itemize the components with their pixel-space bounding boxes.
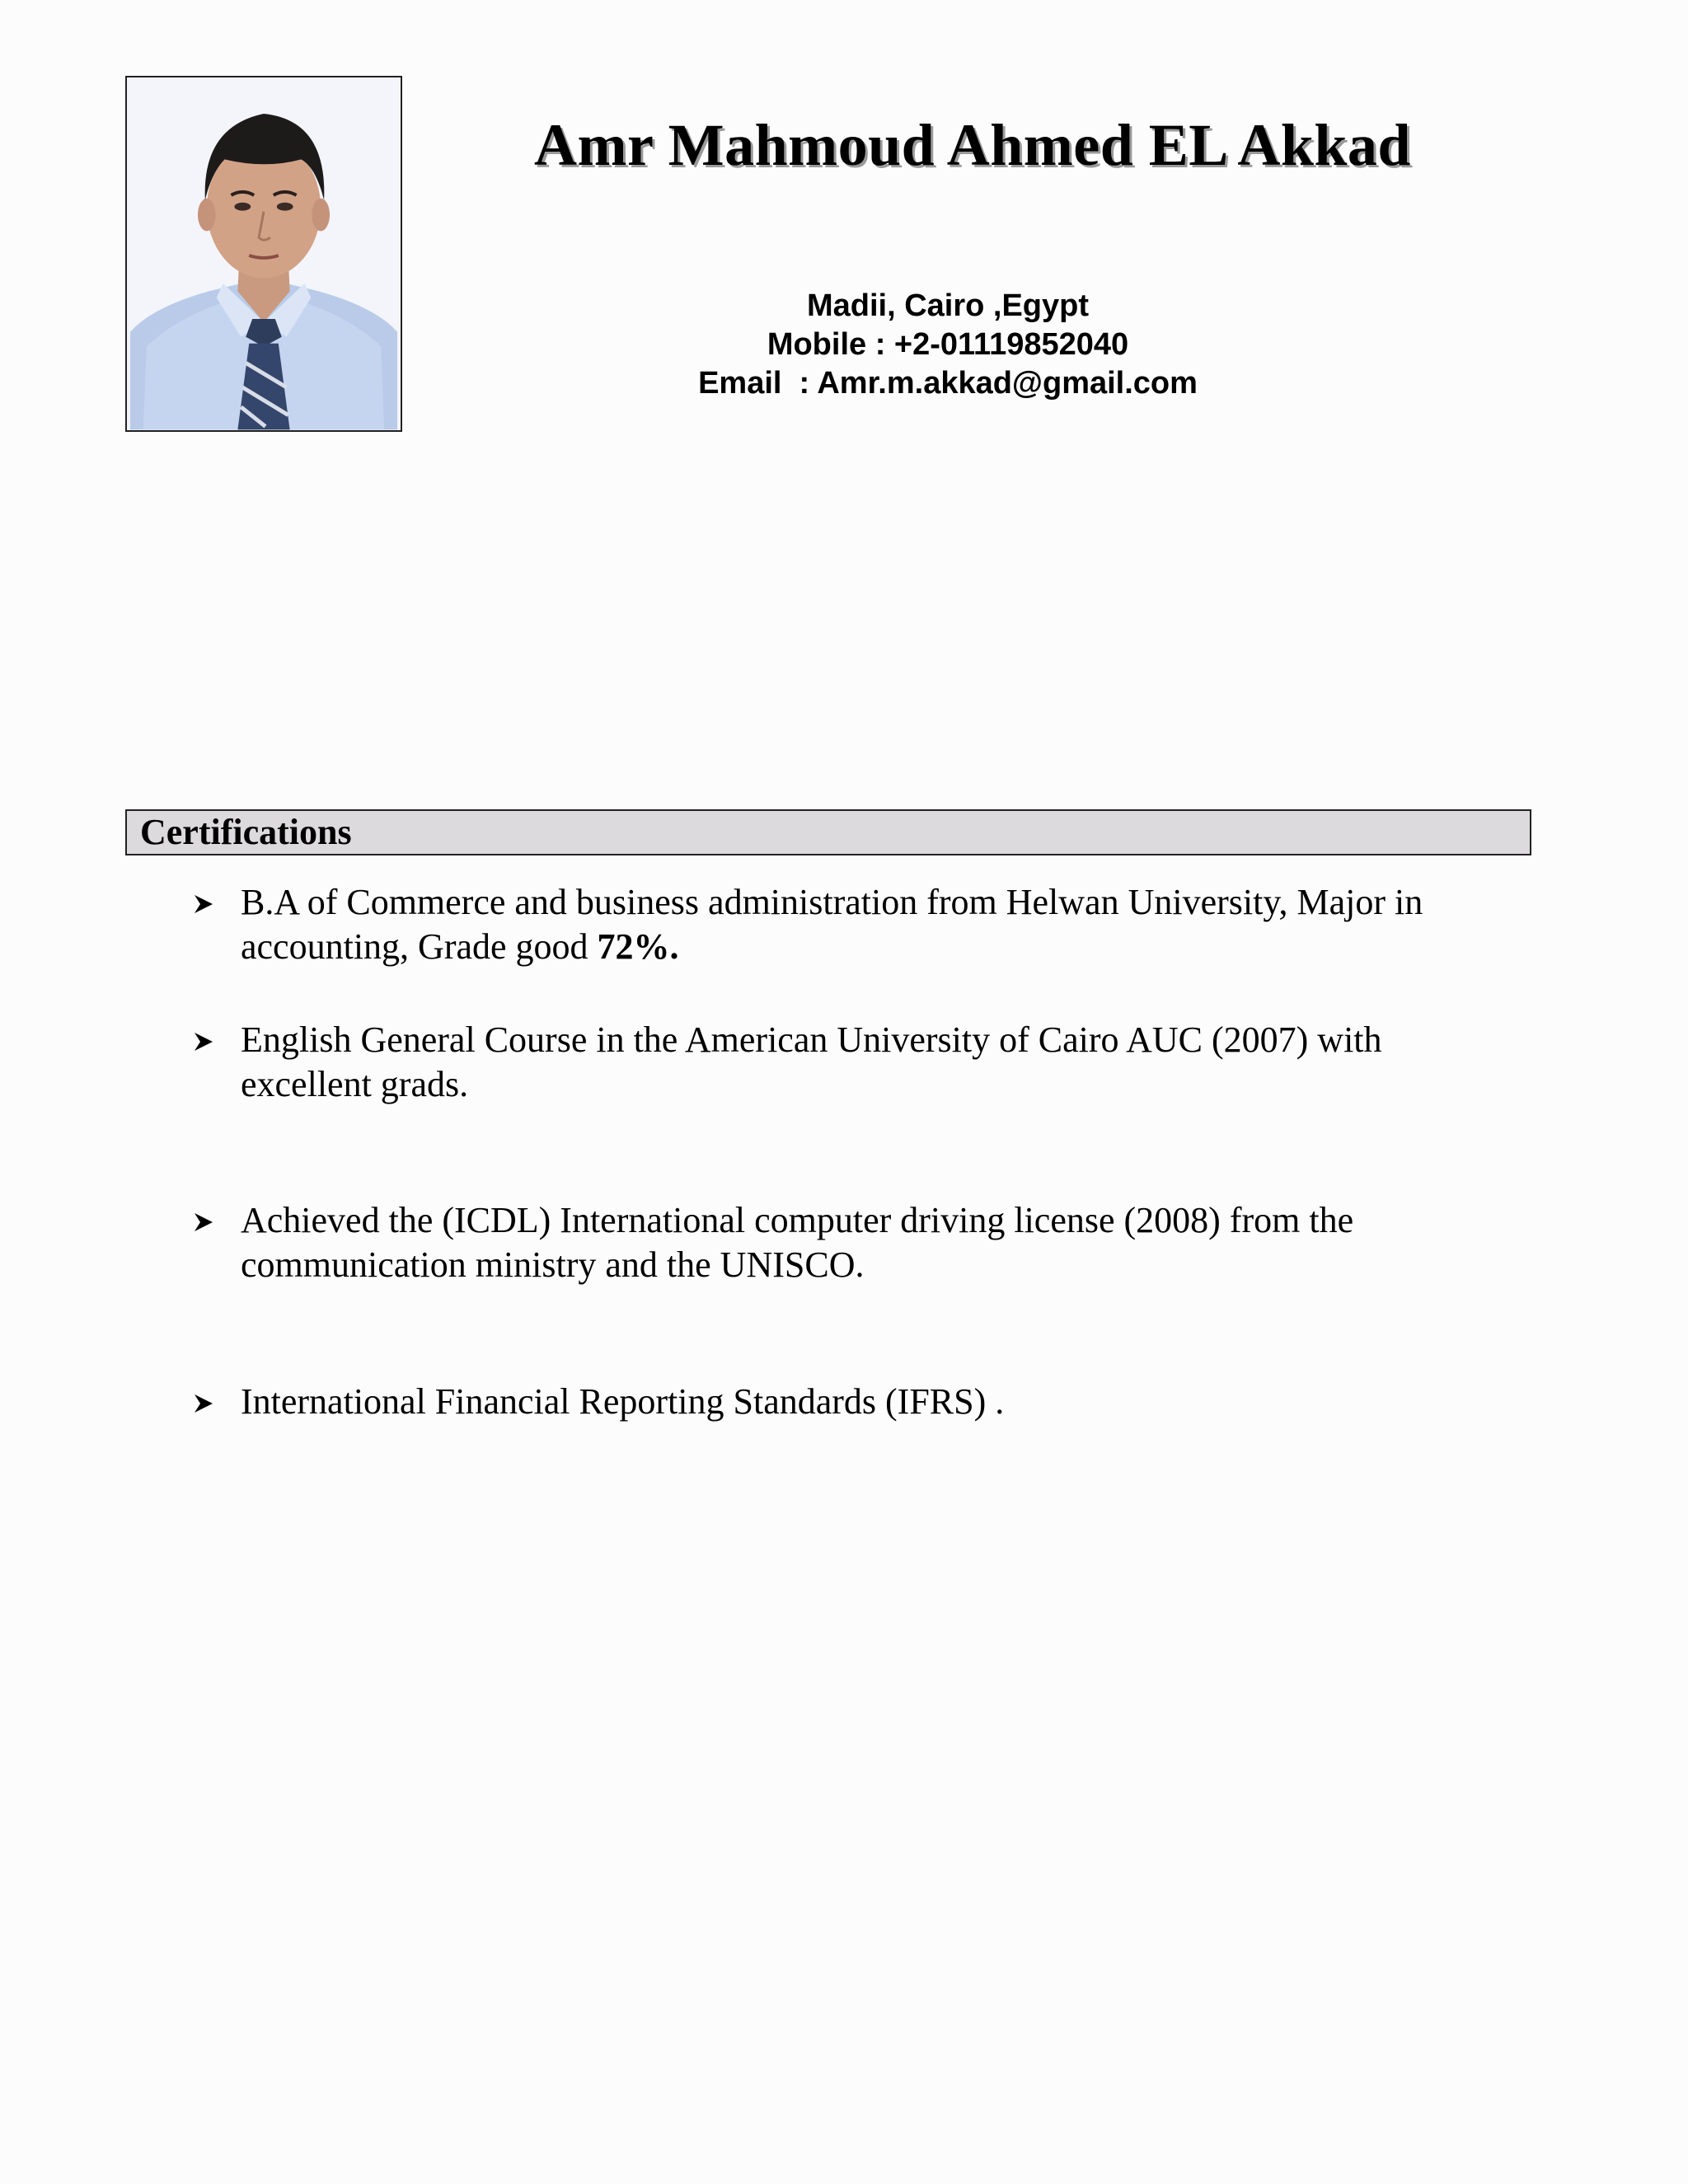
certification-item — [190, 1380, 1541, 1424]
certification-text-line: excellent grads. — [241, 1064, 469, 1104]
arrow-bullet-icon — [190, 1380, 223, 1424]
certification-text-line: communication ministry and the UNISCO. — [241, 1244, 865, 1285]
portrait-photo-icon — [127, 77, 401, 430]
address-line: Madii, Cairo ,Egypt — [806, 288, 1090, 323]
email-line: Email : Amr.m.akkad@gmail.com — [698, 366, 1198, 401]
arrow-bullet-icon — [190, 1198, 223, 1243]
grade-value: 72%. — [597, 926, 679, 967]
certifications-section-title: Certifications — [125, 809, 1531, 855]
certification-text-line: accounting, Grade good 72%. — [241, 926, 679, 967]
certification-text-line: Achieved the (ICDL) International computer driving license (2008) from the — [241, 1200, 1354, 1240]
arrow-bullet-icon — [190, 880, 223, 925]
certification-text-line: English General Course in the American University of Cairo AUC (2007) with — [241, 1019, 1382, 1060]
arrow-bullet-icon — [190, 1018, 223, 1062]
profile-photo — [125, 76, 402, 432]
certification-item — [190, 880, 1541, 969]
certification-text-line: International Financial Reporting Standards (IFRS) . — [241, 1381, 1005, 1422]
mobile-line: Mobile : +2-01119852040 — [767, 327, 1129, 362]
certification-text-line: B.A of Commerce and business administration from Helwan University, Major in — [241, 882, 1423, 922]
certification-item — [190, 1018, 1541, 1107]
contact-block — [462, 287, 1434, 403]
candidate-name: Amr Mahmoud Ahmed EL Akkad — [534, 112, 1411, 178]
certification-item — [190, 1198, 1541, 1287]
